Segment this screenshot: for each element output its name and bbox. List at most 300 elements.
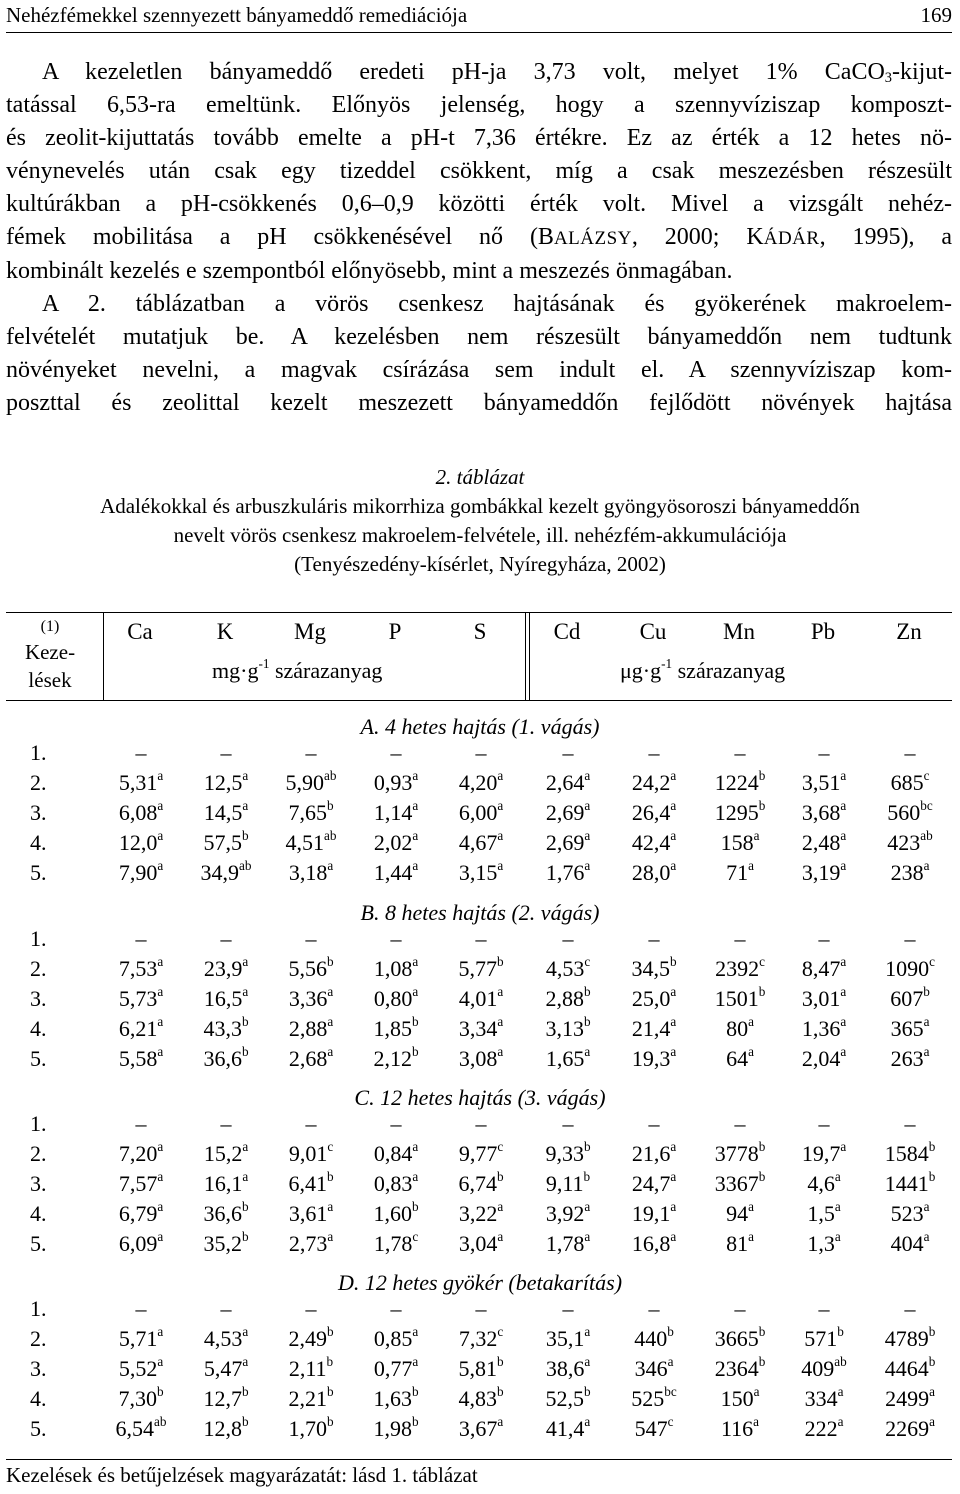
cell-value: 7,65 — [288, 800, 327, 825]
table-cell — [180, 830, 272, 856]
table-cell — [180, 1231, 272, 1257]
cell-value: 0,84 — [373, 1141, 413, 1166]
table-cell — [435, 1386, 527, 1412]
table-cell — [778, 1046, 870, 1072]
significance-letter: c — [327, 1139, 334, 1155]
cell-value: 80 — [726, 1016, 749, 1041]
significance-letter: b — [758, 1169, 766, 1185]
cell-value: 2,68 — [288, 1046, 328, 1071]
significance-letter: c — [667, 1414, 674, 1430]
treatment-number: 1. — [30, 926, 47, 951]
table-cell — [608, 1231, 700, 1257]
table-cell — [350, 956, 442, 982]
table-cell — [694, 1141, 786, 1167]
table-cell — [435, 956, 527, 982]
table-cell — [864, 1296, 956, 1322]
cell-value: 1584 — [884, 1141, 929, 1166]
table-cell — [435, 1201, 527, 1227]
cell-value: 346 — [634, 1356, 668, 1381]
section-title: B. 8 hetes hajtás (2. vágás) — [360, 900, 600, 925]
significance-letter: a — [497, 768, 504, 784]
significance-letter: b — [758, 768, 766, 784]
table-cell — [522, 1171, 614, 1197]
cell-value: 1,14 — [373, 800, 413, 825]
significance-letter: ab — [154, 1414, 167, 1430]
table-cell — [778, 800, 870, 826]
significance-letter: b — [758, 1324, 766, 1340]
unit-label-heavy-metal: $\mu g\cdot g^{-1}$ szárazanyag — [620, 656, 786, 683]
table-cell — [180, 800, 272, 826]
significance-letter: a — [840, 768, 847, 784]
significance-letter: b — [326, 1384, 334, 1400]
cell-value: 1,65 — [545, 1046, 585, 1071]
cell-value: 571 — [804, 1326, 838, 1351]
cell-value: 4,51 — [285, 830, 325, 855]
cell-value: 2,21 — [288, 1386, 327, 1411]
table-cell — [522, 770, 614, 796]
significance-letter: b — [326, 1354, 334, 1370]
cell-value: 158 — [720, 830, 754, 855]
cell-value: 3,15 — [458, 860, 498, 885]
cell-value: 5,58 — [118, 1046, 158, 1071]
significance-letter: a — [584, 1199, 591, 1215]
significance-letter: c — [412, 1229, 419, 1245]
table-cell — [435, 1296, 527, 1322]
table-cell — [608, 800, 700, 826]
table-cell — [265, 956, 357, 982]
significance-letter: b — [758, 1139, 766, 1155]
table-cell — [265, 1231, 357, 1257]
cell-value: – — [734, 1111, 746, 1136]
table-cell — [864, 1141, 956, 1167]
significance-letter: b — [241, 828, 249, 844]
significance-letter: a — [584, 1414, 591, 1430]
table-cell — [435, 1356, 527, 1382]
cell-value: 1,08 — [373, 956, 413, 981]
table-cell — [350, 1111, 442, 1137]
significance-letter: a — [327, 1199, 334, 1215]
cell-value: – — [475, 1111, 487, 1136]
table-cell — [180, 956, 272, 982]
table-cell — [435, 926, 527, 952]
table-cell — [265, 770, 357, 796]
significance-letter: a — [242, 768, 249, 784]
cell-value: 5,90 — [285, 770, 325, 795]
cell-value: 6,41 — [288, 1171, 327, 1196]
cell-value: – — [734, 926, 746, 951]
row-header-number: (1) — [40, 618, 60, 635]
cell-value: 2,11 — [288, 1356, 327, 1381]
significance-letter: a — [157, 798, 164, 814]
table-cell — [522, 1141, 614, 1167]
column-header-ca: Ca — [127, 619, 153, 644]
table-cell — [864, 800, 956, 826]
cell-value: 2,49 — [288, 1326, 327, 1351]
table-cell — [435, 770, 527, 796]
significance-letter: a — [497, 798, 504, 814]
significance-letter: a — [497, 1044, 504, 1060]
table-cell — [864, 1016, 956, 1042]
section-title: C. 12 hetes hajtás (3. vágás) — [354, 1085, 606, 1110]
table-cell — [350, 986, 442, 1012]
cell-value: 3,92 — [545, 1201, 585, 1226]
significance-letter: b — [241, 1229, 249, 1245]
column-header-mg: Mg — [294, 619, 326, 644]
column-header-p: P — [388, 619, 402, 644]
cell-value: – — [135, 926, 147, 951]
cell-value: 0,85 — [373, 1326, 413, 1351]
significance-letter: a — [157, 1199, 164, 1215]
cell-value: 3665 — [714, 1326, 759, 1351]
cell-value: – — [135, 1296, 147, 1321]
cell-value: – — [135, 740, 147, 765]
cell-value: 3,01 — [801, 986, 841, 1011]
text-line: A kezeletlen bányameddő eredeti pH-ja 3,73 volt, melyet 1% CaCO$_3$-kijut- — [42, 59, 952, 86]
table-cell — [180, 1201, 272, 1227]
significance-letter: a — [157, 1169, 164, 1185]
cell-value: – — [220, 1296, 232, 1321]
table-cell — [694, 770, 786, 796]
table-cell — [350, 770, 442, 796]
significance-letter: b — [411, 1199, 419, 1215]
treatment-number: 3. — [30, 1171, 47, 1196]
significance-letter: c — [923, 768, 930, 784]
cell-value: 7,57 — [118, 1171, 158, 1196]
cell-value: – — [904, 1296, 916, 1321]
significance-letter: ab — [239, 858, 252, 874]
table-cell — [265, 1326, 357, 1352]
significance-letter: b — [496, 1354, 504, 1370]
cell-value: 64 — [726, 1046, 749, 1071]
cell-value: – — [390, 740, 402, 765]
table-cell — [864, 1416, 956, 1442]
table-cell — [778, 1231, 870, 1257]
treatment-number: 5. — [30, 1416, 47, 1441]
significance-letter: a — [834, 1229, 841, 1245]
table-cell — [95, 770, 187, 796]
significance-letter: a — [584, 1354, 591, 1370]
table-cell — [694, 1016, 786, 1042]
table-cell — [522, 986, 614, 1012]
cell-value: 0,77 — [373, 1356, 413, 1381]
cell-value: 607 — [890, 986, 924, 1011]
column-header-cu: Cu — [639, 619, 667, 644]
significance-letter: b — [411, 1414, 419, 1430]
significance-letter: b — [669, 954, 677, 970]
significance-letter: b — [241, 1044, 249, 1060]
table-cell — [778, 1016, 870, 1042]
table-cell — [435, 1141, 527, 1167]
cell-value: 3,22 — [458, 1201, 498, 1226]
table-cell — [435, 1046, 527, 1072]
table-cell — [350, 1326, 442, 1352]
significance-letter: a — [242, 1139, 249, 1155]
significance-letter: a — [840, 1139, 847, 1155]
cell-value: – — [734, 1296, 746, 1321]
table-cell — [778, 860, 870, 886]
cell-value: 3,13 — [545, 1016, 584, 1041]
table-cell — [180, 1326, 272, 1352]
cell-value: 16,5 — [203, 986, 243, 1011]
cell-value: 2,69 — [545, 830, 585, 855]
cell-value: 57,5 — [203, 830, 242, 855]
cell-value: 1,60 — [373, 1201, 412, 1226]
cell-value: 2,48 — [801, 830, 841, 855]
significance-letter: b — [241, 1199, 249, 1215]
cell-value: 5,52 — [118, 1356, 158, 1381]
cell-value: 7,20 — [118, 1141, 158, 1166]
table-cell — [694, 956, 786, 982]
table-cell — [95, 1356, 187, 1382]
cell-value: 0,93 — [373, 770, 413, 795]
table-cell — [95, 1201, 187, 1227]
table-cell — [608, 1046, 700, 1072]
table-cell — [180, 1296, 272, 1322]
table-cell — [265, 1296, 357, 1322]
table-cell — [180, 1171, 272, 1197]
cell-value: 2,69 — [545, 800, 585, 825]
cell-value: 5,56 — [288, 956, 327, 981]
table-cell — [95, 1016, 187, 1042]
table-cell — [694, 1296, 786, 1322]
table-cell — [778, 1296, 870, 1322]
table-header-rule — [6, 700, 952, 701]
table-cell — [350, 800, 442, 826]
treatment-number: 5. — [30, 1046, 47, 1071]
table-cell — [608, 1201, 700, 1227]
cell-value: – — [562, 740, 574, 765]
table-cell — [95, 926, 187, 952]
table-cell — [265, 1386, 357, 1412]
table-cell — [694, 1356, 786, 1382]
table-cell — [180, 1416, 272, 1442]
cell-value: 238 — [890, 860, 924, 885]
cell-value: 26,4 — [631, 800, 671, 825]
significance-letter: a — [670, 1169, 677, 1185]
cell-value: 222 — [804, 1416, 838, 1441]
cell-value: – — [818, 740, 830, 765]
cell-value: – — [562, 926, 574, 951]
table-cell — [608, 956, 700, 982]
significance-letter: a — [929, 1384, 935, 1400]
significance-letter: c — [497, 1139, 504, 1155]
cell-value: – — [220, 926, 232, 951]
cell-value: 5,81 — [458, 1356, 497, 1381]
table-cell — [95, 956, 187, 982]
cell-value: 1,63 — [373, 1386, 412, 1411]
significance-letter: bc — [664, 1384, 677, 1400]
significance-letter: b — [583, 1384, 591, 1400]
cell-value: 4,67 — [458, 830, 498, 855]
table-cell — [608, 1356, 700, 1382]
table-cell — [864, 1356, 956, 1382]
table-cell — [435, 986, 527, 1012]
treatment-number: 3. — [30, 800, 47, 825]
cell-value: 23,9 — [203, 956, 243, 981]
table-cell — [435, 1171, 527, 1197]
cell-value: – — [220, 740, 232, 765]
significance-letter: a — [157, 1139, 164, 1155]
cell-value: 3,67 — [458, 1416, 498, 1441]
cell-value: 2269 — [885, 1416, 930, 1441]
cell-value: 6,08 — [118, 800, 158, 825]
significance-letter: a — [412, 954, 419, 970]
cell-value: 7,32 — [458, 1326, 498, 1351]
cell-value: – — [305, 1111, 317, 1136]
significance-letter: b — [928, 1354, 936, 1370]
table-cell — [350, 1141, 442, 1167]
significance-letter: a — [157, 828, 164, 844]
table-cell — [608, 770, 700, 796]
table-cell — [180, 740, 272, 766]
cell-value: 15,2 — [203, 1141, 243, 1166]
cell-value: – — [648, 1111, 660, 1136]
table-cell — [864, 1171, 956, 1197]
significance-letter: a — [670, 1199, 677, 1215]
significance-letter: a — [242, 954, 249, 970]
treatment-number: 5. — [30, 1231, 47, 1256]
table-cell — [694, 800, 786, 826]
table-cell — [95, 740, 187, 766]
table-cell — [265, 860, 357, 886]
table-cell — [350, 1201, 442, 1227]
table-cell — [608, 986, 700, 1012]
significance-letter: b — [758, 1354, 766, 1370]
cell-value: 1,5 — [807, 1201, 835, 1226]
significance-letter: a — [412, 858, 419, 874]
cell-value: 1,3 — [807, 1231, 835, 1256]
significance-letter: a — [670, 828, 677, 844]
significance-letter: a — [923, 1044, 930, 1060]
significance-letter: a — [584, 828, 591, 844]
cell-value: 263 — [890, 1046, 924, 1071]
cell-value: 9,33 — [545, 1141, 584, 1166]
significance-letter: a — [497, 1014, 504, 1030]
significance-letter: c — [929, 954, 935, 970]
significance-letter: ab — [324, 768, 337, 784]
text-line: növényeket nevelni, a magvak csírázása sem indult el. A szennyvíziszap kom- — [6, 357, 952, 383]
significance-letter: a — [840, 1014, 847, 1030]
significance-letter: a — [242, 1354, 249, 1370]
table-cell — [608, 1326, 700, 1352]
significance-letter: a — [923, 1199, 930, 1215]
significance-letter: a — [840, 954, 847, 970]
table-cell — [350, 1296, 442, 1322]
cell-value: 334 — [804, 1386, 838, 1411]
table-cell — [694, 986, 786, 1012]
cell-value: 116 — [720, 1416, 754, 1441]
cell-value: 1501 — [714, 986, 759, 1011]
table-bottom-rule — [6, 1459, 952, 1460]
table-cell — [95, 1416, 187, 1442]
table-cell — [608, 1386, 700, 1412]
table-cell — [435, 1016, 527, 1042]
significance-letter: a — [670, 1044, 677, 1060]
significance-letter: b — [411, 1384, 419, 1400]
significance-letter: a — [412, 1354, 419, 1370]
table-cell — [435, 1111, 527, 1137]
cell-value: 21,4 — [631, 1016, 671, 1041]
table-cell — [265, 986, 357, 1012]
significance-letter: a — [840, 858, 847, 874]
cell-value: 43,3 — [203, 1016, 242, 1041]
significance-letter: a — [670, 768, 677, 784]
significance-letter: ab — [324, 828, 337, 844]
treatment-number: 2. — [30, 1141, 47, 1166]
cell-value: 3,19 — [801, 860, 841, 885]
cell-value: 423 — [887, 830, 921, 855]
text-line: vénynevelés után csak egy tizeddel csökkent, míg a csak meszezésben részesült — [6, 158, 952, 184]
significance-letter: a — [584, 858, 591, 874]
table-cell — [350, 926, 442, 952]
cell-value: – — [390, 1111, 402, 1136]
text-line: kultúrákban a pH-csökkenés 0,6–0,9 közötti érték volt. Mivel a vizsgált nehéz- — [6, 191, 952, 217]
table-cell — [180, 926, 272, 952]
cell-value: 4,83 — [458, 1386, 497, 1411]
table-cell — [864, 740, 956, 766]
table-cell — [694, 1111, 786, 1137]
significance-letter: a — [753, 1384, 760, 1400]
cell-value: – — [135, 1111, 147, 1136]
cell-value: – — [562, 1296, 574, 1321]
cell-value: 2,88 — [288, 1016, 328, 1041]
cell-value: 5,71 — [118, 1326, 158, 1351]
table-cell — [180, 986, 272, 1012]
significance-letter: a — [412, 1139, 419, 1155]
table-cell — [522, 1326, 614, 1352]
significance-letter: b — [326, 1414, 334, 1430]
text-line: A 2. táblázatban a vörös csenkesz hajtásának és gyökerének makroelem- — [42, 291, 952, 317]
column-header-k: K — [216, 619, 234, 644]
significance-letter: a — [157, 858, 164, 874]
cell-value: 19,7 — [801, 1141, 841, 1166]
cell-value: 38,6 — [545, 1356, 585, 1381]
running-header — [6, 0, 952, 33]
text-line: poszttal és zeolittal kezelt meszezett bányameddőn fejlődött növények hajtása — [6, 390, 952, 416]
cell-value: 41,4 — [545, 1416, 585, 1441]
table-cell — [180, 860, 272, 886]
table-cell — [180, 1046, 272, 1072]
significance-letter: bc — [920, 798, 933, 814]
significance-letter: a — [837, 1384, 844, 1400]
cell-value: 150 — [720, 1386, 754, 1411]
significance-letter: a — [670, 1014, 677, 1030]
cell-value: 3,51 — [801, 770, 841, 795]
cell-value: 0,83 — [373, 1171, 413, 1196]
cell-value: 1441 — [884, 1171, 929, 1196]
table-cell — [694, 926, 786, 952]
treatment-number: 4. — [30, 830, 47, 855]
section-title: D. 12 hetes gyökér (betakarítás) — [337, 1270, 623, 1295]
table-cell — [95, 1231, 187, 1257]
cell-value: 2499 — [885, 1386, 930, 1411]
treatment-number: 2. — [30, 956, 47, 981]
table-cell — [265, 1046, 357, 1072]
table-cell — [350, 1046, 442, 1072]
table-cell — [180, 1016, 272, 1042]
significance-letter: b — [241, 1414, 249, 1430]
significance-letter: a — [497, 984, 504, 1000]
unit-label-macro: $mg\cdot g^{-1}$ szárazanyag — [212, 656, 383, 683]
cell-value: 7,30 — [118, 1386, 157, 1411]
table-number: 2. táblázat — [435, 465, 525, 489]
table-cell — [95, 1171, 187, 1197]
cell-value: 2364 — [714, 1356, 759, 1381]
significance-letter: c — [584, 954, 591, 970]
table-cell — [778, 1201, 870, 1227]
table-cell — [778, 1141, 870, 1167]
significance-letter: b — [837, 1324, 844, 1340]
